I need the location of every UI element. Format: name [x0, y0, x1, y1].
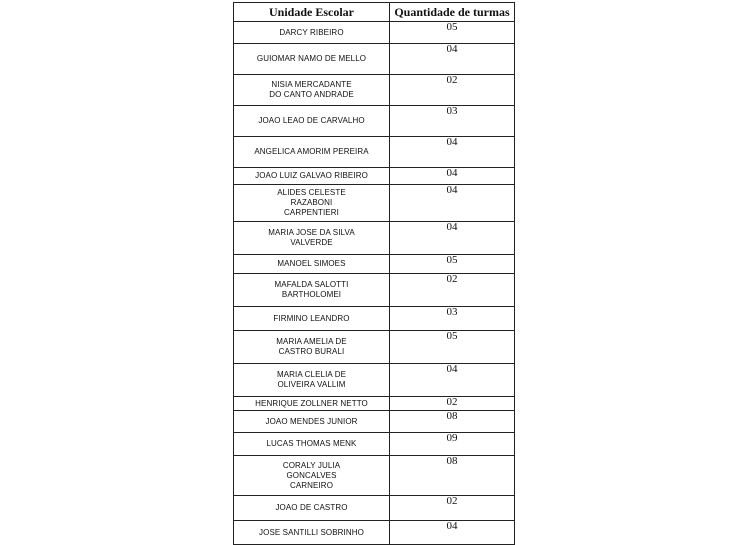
school-name-cell: [234, 364, 390, 397]
table-row: [234, 496, 515, 521]
class-count-cell: 02: [390, 274, 515, 307]
class-count-cell: 04: [390, 521, 515, 545]
school-name-cell: [234, 185, 390, 222]
school-name-cell: [234, 137, 390, 168]
class-count-cell: 04: [390, 364, 515, 397]
table-row: [234, 106, 515, 137]
table-row: [234, 274, 515, 307]
school-name-cell: [234, 411, 390, 433]
school-name: CORALY JULIA GONCALVES CARNEIRO: [282, 460, 341, 490]
table-row: [234, 521, 515, 545]
school-name-cell: [234, 75, 390, 106]
table-row: [234, 331, 515, 364]
class-count-cell: 02: [390, 75, 515, 106]
school-name-cell: [234, 222, 390, 255]
school-name: JOAO DE CASTRO: [275, 503, 348, 512]
class-count-cell: 02: [390, 496, 515, 521]
school-name-cell: [234, 397, 390, 411]
school-name-cell: [234, 496, 390, 521]
school-name-cell: [234, 456, 390, 496]
school-name: DARCY RIBEIRO: [279, 27, 344, 37]
table-row: [234, 137, 515, 168]
school-name: NISIA MERCADANTE DO CANTO ANDRADE: [269, 80, 354, 99]
table-row: [234, 307, 515, 331]
class-count-cell: 05: [390, 22, 515, 44]
school-name-cell: [234, 44, 390, 75]
header-unidade-escolar: Unidade Escolar: [234, 3, 390, 22]
table-row: [234, 397, 515, 411]
class-count-cell: 04: [390, 222, 515, 255]
school-name-cell: [234, 255, 390, 274]
table-header-row: [234, 3, 515, 22]
school-name-cell: [234, 331, 390, 364]
class-count-cell: 03: [390, 307, 515, 331]
class-count-cell: 05: [390, 255, 515, 274]
school-name: HENRIQUE ZOLLNER NETTO: [255, 398, 368, 408]
school-name-cell: [234, 274, 390, 307]
table-row: [234, 364, 515, 397]
school-name: MARIA JOSE DA SILVA VALVERDE: [268, 228, 355, 247]
table-row: [234, 44, 515, 75]
school-name: MAFALDA SALOTTI BARTHOLOMEI: [274, 280, 349, 299]
school-name: GUIOMAR NAMO DE MELLO: [256, 54, 367, 63]
school-name-cell: [234, 168, 390, 185]
table-row: [234, 433, 515, 456]
table-row: [234, 185, 515, 222]
school-name: ANGELICA AMORIM PEREIRA: [254, 147, 369, 156]
school-name: JOSE SANTILLI SOBRINHO: [259, 527, 364, 537]
school-name: LUCAS THOMAS MENK: [266, 439, 357, 448]
school-name: FIRMINO LEANDRO: [273, 313, 350, 323]
class-count-cell: 04: [390, 137, 515, 168]
school-name-cell: [234, 307, 390, 331]
school-name-cell: [234, 433, 390, 456]
table-row: [234, 22, 515, 44]
school-name-cell: [234, 106, 390, 137]
class-count-cell: 09: [390, 433, 515, 456]
class-count-cell: 03: [390, 106, 515, 137]
class-count-cell: 04: [390, 185, 515, 222]
school-name-cell: [234, 22, 390, 44]
school-name: MANOEL SIMOES: [277, 259, 346, 268]
table-row: [234, 456, 515, 496]
header-quantidade-turmas: Quantidade de turmas: [390, 3, 515, 22]
school-name: MARIA CLELIA DE OLIVEIRA VALLIM: [276, 370, 347, 389]
class-count-cell: 04: [390, 168, 515, 185]
school-name: JOAO MENDES JUNIOR: [265, 416, 358, 426]
school-name: ALIDES CELESTE RAZABONI CARPENTIERI: [277, 188, 346, 217]
class-count-cell: 04: [390, 44, 515, 75]
table-row: [234, 75, 515, 106]
table-row: [234, 255, 515, 274]
school-name-cell: [234, 521, 390, 545]
class-count-cell: 08: [390, 411, 515, 433]
table-row: [234, 168, 515, 185]
class-count-cell: 08: [390, 456, 515, 496]
table-row: [234, 411, 515, 433]
class-count-cell: 02: [390, 397, 515, 411]
school-name: JOAO LUIZ GALVAO RIBEIRO: [255, 171, 368, 180]
schools-table: [233, 2, 515, 545]
school-name: MARIA AMELIA DE CASTRO BURALI: [276, 337, 347, 356]
table-body: [234, 22, 515, 545]
class-count-cell: 05: [390, 331, 515, 364]
table-row: [234, 222, 515, 255]
school-name: JOAO LEAO DE CARVALHO: [258, 116, 365, 125]
